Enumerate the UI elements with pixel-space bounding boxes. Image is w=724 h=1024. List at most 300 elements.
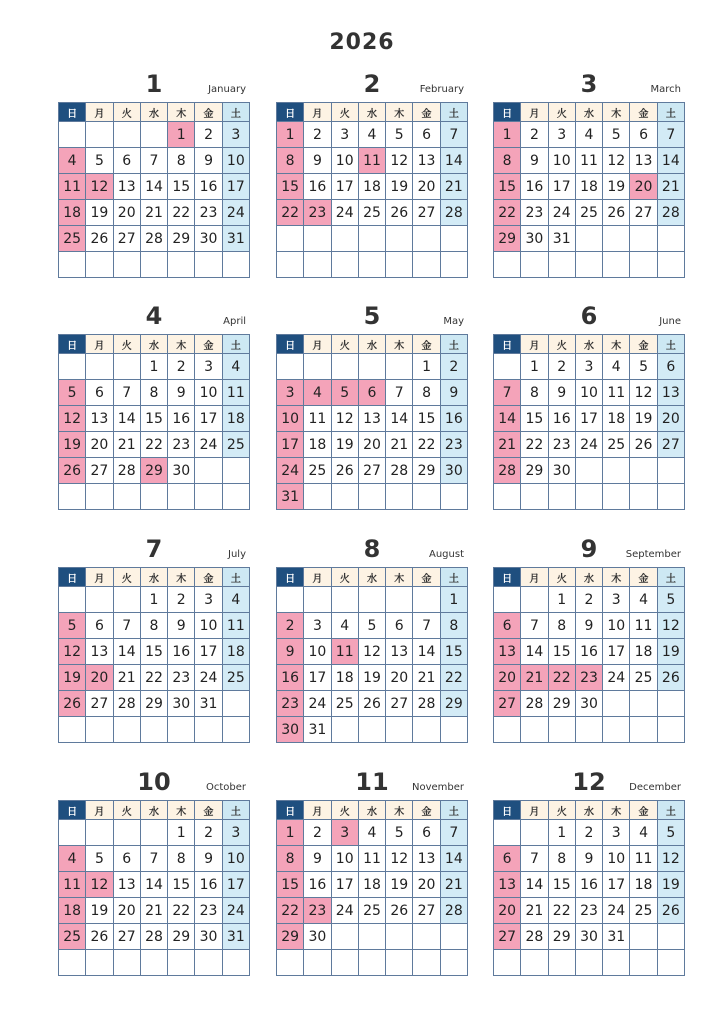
day-cell: 11 [358,846,385,872]
day-cell: 6 [657,354,684,380]
weekday-header: 月 [304,335,331,354]
month-number: 11 [355,768,389,796]
month-header [493,302,685,334]
day-cell: 28 [413,691,440,717]
day-cell: 25 [630,898,657,924]
day-cell: 14 [113,406,140,432]
empty-cell [630,484,657,510]
weekday-header-row [494,335,685,354]
weekday-header: 水 [575,568,602,587]
day-cell: 17 [331,174,358,200]
day-cell: 17 [222,872,249,898]
month-number: 9 [580,535,598,563]
day-cell: 28 [521,691,548,717]
day-cell: 19 [603,174,630,200]
day-cell: 23 [548,432,575,458]
week-row [277,122,468,148]
day-cell: 27 [494,924,521,950]
week-row [59,820,250,846]
day-cell: 31 [222,924,249,950]
day-cell: 5 [386,122,413,148]
weekday-header: 木 [603,801,630,820]
empty-cell [494,717,521,743]
week-row [494,148,685,174]
day-cell: 8 [494,148,521,174]
empty-cell [440,484,467,510]
empty-cell [222,691,249,717]
day-cell: 7 [494,380,521,406]
empty-cell [113,122,140,148]
day-cell: 18 [358,872,385,898]
day-cell: 4 [331,613,358,639]
day-cell: 9 [277,639,304,665]
day-cell: 11 [331,639,358,665]
week-row [59,174,250,200]
empty-cell [494,820,521,846]
weekday-header: 火 [331,335,358,354]
day-cell: 1 [521,354,548,380]
day-cell: 26 [657,898,684,924]
month-name: June [659,316,681,327]
day-cell: 4 [630,587,657,613]
day-cell: 26 [59,458,86,484]
weekday-header: 月 [86,103,113,122]
month-table [58,800,250,976]
day-cell: 31 [277,484,304,510]
day-cell: 29 [521,458,548,484]
empty-cell [630,950,657,976]
empty-cell [358,950,385,976]
empty-cell [603,950,630,976]
day-cell: 12 [86,174,113,200]
day-cell: 7 [440,820,467,846]
empty-cell [304,252,331,278]
day-cell: 16 [521,174,548,200]
day-cell: 16 [168,406,195,432]
day-cell: 21 [413,665,440,691]
day-cell: 20 [494,665,521,691]
day-cell: 15 [548,872,575,898]
month-number: 4 [145,302,163,330]
weekday-header-row [59,568,250,587]
day-cell: 16 [440,406,467,432]
empty-cell [86,484,113,510]
empty-cell [494,252,521,278]
month-name: August [429,549,464,560]
week-row [59,587,250,613]
day-cell: 8 [168,846,195,872]
day-cell: 4 [575,122,602,148]
week-row [494,226,685,252]
weekday-header: 木 [168,568,195,587]
day-cell: 11 [603,380,630,406]
empty-cell [277,587,304,613]
empty-cell [140,950,167,976]
day-cell: 2 [195,122,222,148]
weekday-header: 水 [358,801,385,820]
month-table [493,800,685,976]
day-cell: 1 [277,122,304,148]
day-cell: 9 [168,380,195,406]
weekday-header: 土 [440,801,467,820]
week-row [277,484,468,510]
empty-cell [304,226,331,252]
empty-cell [86,122,113,148]
day-cell: 27 [494,691,521,717]
weekday-header: 金 [413,801,440,820]
weekday-header: 木 [168,335,195,354]
day-cell: 15 [168,174,195,200]
empty-cell [575,950,602,976]
day-cell: 25 [304,458,331,484]
month-name: April [223,316,246,327]
empty-cell [386,587,413,613]
weekday-header: 日 [277,568,304,587]
day-cell: 10 [222,846,249,872]
weekday-header: 火 [113,335,140,354]
week-row [59,252,250,278]
week-row [59,950,250,976]
empty-cell [140,252,167,278]
day-cell: 28 [386,458,413,484]
empty-cell [195,950,222,976]
day-cell: 10 [331,846,358,872]
day-cell: 30 [521,226,548,252]
empty-cell [331,717,358,743]
empty-cell [657,484,684,510]
day-cell: 29 [277,924,304,950]
weekday-header: 月 [521,335,548,354]
empty-cell [521,252,548,278]
day-cell: 3 [603,587,630,613]
month-header [493,535,685,567]
empty-cell [630,691,657,717]
day-cell: 3 [331,122,358,148]
week-row [494,484,685,510]
day-cell: 6 [413,122,440,148]
month-number: 1 [145,70,163,98]
day-cell: 25 [603,432,630,458]
day-cell: 7 [113,613,140,639]
day-cell: 9 [195,148,222,174]
day-cell: 30 [575,691,602,717]
month-table [58,567,250,743]
empty-cell [386,252,413,278]
day-cell: 3 [331,820,358,846]
weekday-header: 木 [386,335,413,354]
day-cell: 26 [86,924,113,950]
day-cell: 19 [59,432,86,458]
weekday-header: 火 [331,103,358,122]
day-cell: 15 [140,639,167,665]
empty-cell [195,717,222,743]
day-cell: 22 [277,898,304,924]
empty-cell [413,924,440,950]
week-row [494,717,685,743]
day-cell: 14 [440,846,467,872]
day-cell: 8 [413,380,440,406]
day-cell: 27 [358,458,385,484]
day-cell: 31 [603,924,630,950]
empty-cell [331,924,358,950]
day-cell: 13 [630,148,657,174]
weekday-header: 土 [222,103,249,122]
day-cell: 15 [140,406,167,432]
day-cell: 20 [113,898,140,924]
empty-cell [168,950,195,976]
month-table [58,102,250,278]
day-cell: 18 [630,639,657,665]
day-cell: 17 [277,432,304,458]
day-cell: 21 [386,432,413,458]
day-cell: 5 [386,820,413,846]
empty-cell [304,587,331,613]
empty-cell [168,252,195,278]
day-cell: 26 [59,691,86,717]
day-cell: 23 [195,898,222,924]
day-cell: 31 [195,691,222,717]
weekday-header: 火 [548,103,575,122]
day-cell: 26 [331,458,358,484]
day-cell: 7 [657,122,684,148]
day-cell: 10 [575,380,602,406]
month-name: September [625,549,681,560]
week-row [277,406,468,432]
day-cell: 14 [140,174,167,200]
empty-cell [113,484,140,510]
day-cell: 21 [440,174,467,200]
empty-cell [548,717,575,743]
day-cell: 11 [358,148,385,174]
day-cell: 11 [575,148,602,174]
day-cell: 20 [657,406,684,432]
empty-cell [440,226,467,252]
day-cell: 16 [195,872,222,898]
weekday-header: 日 [59,801,86,820]
day-cell: 1 [277,820,304,846]
month-table [493,567,685,743]
empty-cell [113,354,140,380]
month-header [58,768,250,800]
day-cell: 20 [113,200,140,226]
week-row [494,846,685,872]
day-cell: 18 [304,432,331,458]
day-cell: 2 [168,587,195,613]
weekday-header: 金 [413,103,440,122]
week-row [277,252,468,278]
weekday-header: 木 [603,103,630,122]
month-number: 12 [572,768,606,796]
day-cell: 25 [59,226,86,252]
day-cell: 24 [304,691,331,717]
day-cell: 24 [195,665,222,691]
day-cell: 3 [575,354,602,380]
day-cell: 5 [86,148,113,174]
week-row [277,587,468,613]
day-cell: 14 [440,148,467,174]
empty-cell [521,587,548,613]
empty-cell [575,226,602,252]
week-row [59,639,250,665]
day-cell: 17 [603,639,630,665]
empty-cell [59,717,86,743]
month-table [493,102,685,278]
day-cell: 25 [358,200,385,226]
empty-cell [657,924,684,950]
day-cell: 11 [630,846,657,872]
week-row [277,458,468,484]
weekday-header: 日 [494,568,521,587]
empty-cell [548,950,575,976]
day-cell: 19 [386,872,413,898]
day-cell: 12 [86,872,113,898]
empty-cell [59,122,86,148]
weekday-header: 月 [304,568,331,587]
day-cell: 25 [630,665,657,691]
empty-cell [59,587,86,613]
day-cell: 12 [59,639,86,665]
day-cell: 14 [521,639,548,665]
day-cell: 18 [59,898,86,924]
weekday-header: 日 [494,103,521,122]
empty-cell [521,717,548,743]
weekday-header-row [277,568,468,587]
day-cell: 30 [168,691,195,717]
week-row [277,200,468,226]
day-cell: 8 [140,380,167,406]
day-cell: 12 [358,639,385,665]
empty-cell [413,587,440,613]
week-row [494,898,685,924]
weekday-header-row [494,103,685,122]
weekday-header: 水 [575,103,602,122]
week-row [277,924,468,950]
week-row [277,639,468,665]
weekday-header: 金 [630,801,657,820]
empty-cell [413,252,440,278]
empty-cell [386,717,413,743]
empty-cell [59,820,86,846]
week-row [59,613,250,639]
weekday-header: 月 [86,568,113,587]
day-cell: 3 [603,820,630,846]
empty-cell [59,354,86,380]
day-cell: 27 [386,691,413,717]
weekday-header: 金 [195,801,222,820]
month-calendar [58,768,250,976]
weekday-header: 金 [195,335,222,354]
day-cell: 6 [386,613,413,639]
day-cell: 6 [86,613,113,639]
day-cell: 22 [277,200,304,226]
empty-cell [86,587,113,613]
weekday-header: 木 [603,568,630,587]
month-calendar [58,302,250,510]
day-cell: 5 [59,380,86,406]
day-cell: 5 [657,587,684,613]
week-row [277,380,468,406]
day-cell: 24 [277,458,304,484]
day-cell: 13 [113,872,140,898]
empty-cell [86,717,113,743]
month-calendar [493,535,685,743]
empty-cell [86,950,113,976]
month-name: December [629,782,681,793]
weekday-header: 火 [113,568,140,587]
month-calendar [276,768,468,976]
day-cell: 27 [86,691,113,717]
week-row [494,354,685,380]
day-cell: 29 [168,226,195,252]
day-cell: 8 [168,148,195,174]
empty-cell [304,950,331,976]
day-cell: 9 [575,613,602,639]
day-cell: 20 [358,432,385,458]
empty-cell [277,226,304,252]
day-cell: 17 [331,872,358,898]
month-table [493,334,685,510]
week-row [59,122,250,148]
day-cell: 12 [657,613,684,639]
day-cell: 4 [59,846,86,872]
day-cell: 1 [168,122,195,148]
day-cell: 9 [195,846,222,872]
empty-cell [494,484,521,510]
day-cell: 30 [195,226,222,252]
day-cell: 1 [140,354,167,380]
day-cell: 10 [277,406,304,432]
weekday-header: 土 [222,335,249,354]
empty-cell [86,252,113,278]
day-cell: 23 [277,691,304,717]
empty-cell [113,717,140,743]
day-cell: 29 [494,226,521,252]
week-row [277,691,468,717]
day-cell: 28 [657,200,684,226]
empty-cell [358,252,385,278]
day-cell: 12 [657,846,684,872]
day-cell: 24 [331,200,358,226]
day-cell: 28 [140,226,167,252]
weekday-header-row [59,335,250,354]
month-calendar [493,302,685,510]
month-number: 10 [137,768,171,796]
empty-cell [386,484,413,510]
day-cell: 16 [168,639,195,665]
day-cell: 18 [59,200,86,226]
empty-cell [331,484,358,510]
day-cell: 14 [113,639,140,665]
month-table [276,102,468,278]
day-cell: 7 [440,122,467,148]
day-cell: 10 [195,380,222,406]
empty-cell [413,484,440,510]
weekday-header: 木 [168,103,195,122]
day-cell: 9 [168,613,195,639]
week-row [59,717,250,743]
day-cell: 4 [358,820,385,846]
day-cell: 3 [548,122,575,148]
month-number: 3 [580,70,598,98]
day-cell: 28 [521,924,548,950]
month-header [276,535,468,567]
week-row [277,226,468,252]
weekday-header: 木 [386,568,413,587]
empty-cell [440,950,467,976]
day-cell: 16 [195,174,222,200]
day-cell: 17 [548,174,575,200]
day-cell: 22 [168,200,195,226]
